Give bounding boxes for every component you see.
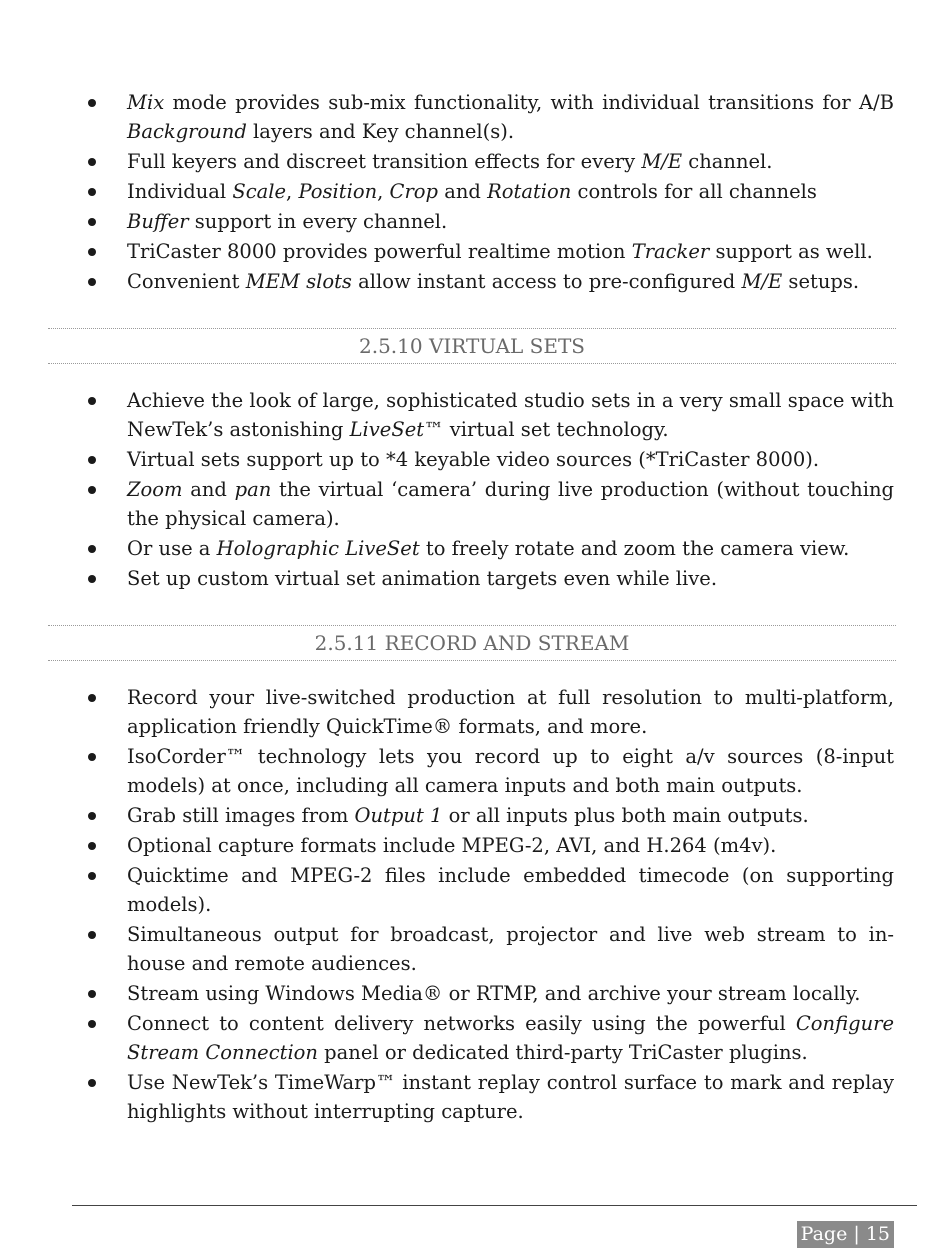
emphasis-text: Output 1 — [354, 804, 443, 827]
bullet-text: Achieve the look of large, sophisticated studio sets in a very small space with NewTek’s astonishing — [127, 389, 894, 441]
bullet-text: Connect to content delivery networks easily using the powerful — [127, 1012, 796, 1035]
bullet-text: Simultaneous output for broadcast, projector and live web stream to in-house and remote audiences. — [127, 923, 894, 975]
bullet-item — [88, 831, 894, 860]
bullet-text: Optional capture formats include MPEG-2, AVI, and H.264 (m4v). — [127, 834, 777, 857]
bullet-item — [88, 237, 894, 266]
emphasis-text: Background — [127, 120, 247, 143]
bullet-text: support as well. — [709, 240, 873, 263]
bullet-text: , — [286, 180, 299, 203]
emphasis-text: Zoom — [127, 478, 183, 501]
bullet-text: allow instant access to pre-configured — [351, 270, 742, 293]
bullet-dot-icon — [88, 694, 96, 702]
page-number-label: Page | 15 — [797, 1221, 894, 1248]
bullet-text: panel or dedicated third-party TriCaster plugins. — [317, 1041, 808, 1064]
emphasis-text: Scale — [232, 180, 287, 203]
bullet-text: , — [377, 180, 390, 203]
bullet-dot-icon — [88, 158, 96, 166]
bullet-dot-icon — [88, 188, 96, 196]
bullet-text: Grab still images from — [127, 804, 355, 827]
bullet-dot-icon — [88, 545, 96, 553]
bullet-dot-icon — [88, 872, 96, 880]
bullet-dot-icon — [88, 397, 96, 405]
bullet-text: setups. — [782, 270, 860, 293]
bullet-text: Full keyers and discreet transition effects for every — [127, 150, 642, 173]
bullet-text: to freely rotate and zoom the camera view. — [419, 537, 850, 560]
bullet-text: support in every channel. — [188, 210, 448, 233]
bullet-item — [88, 386, 894, 444]
bullet-text: and — [182, 478, 235, 501]
bullet-item — [88, 564, 894, 593]
bullet-text: Record your live-switched production at full resolution to multi-platform, application friendly QuickTime® formats, and more. — [127, 686, 894, 738]
bullet-dot-icon — [88, 842, 96, 850]
bullet-text: controls for all channels — [571, 180, 817, 203]
bullet-text: Virtual sets support up to *4 keyable video sources (*TriCaster 8000). — [127, 448, 820, 471]
bullet-dot-icon — [88, 218, 96, 226]
record-stream-bullet-list — [88, 683, 894, 1127]
emphasis-text: Crop — [389, 180, 438, 203]
bullet-text: or all inputs plus both main outputs. — [442, 804, 809, 827]
emphasis-text: Tracker — [631, 240, 710, 263]
bullet-text: layers and Key channel(s). — [246, 120, 515, 143]
bullet-item — [88, 742, 894, 800]
bullet-item — [88, 861, 894, 919]
bullet-item — [88, 534, 894, 563]
section-heading-record-stream: 2.5.11 RECORD AND STREAM — [48, 625, 896, 661]
bullet-item — [88, 1009, 894, 1067]
bullet-dot-icon — [88, 99, 96, 107]
emphasis-text: M/E — [641, 150, 683, 173]
bullet-item — [88, 1068, 894, 1126]
bullet-dot-icon — [88, 486, 96, 494]
emphasis-text: Position — [298, 180, 378, 203]
bullet-dot-icon — [88, 990, 96, 998]
bullet-text: TriCaster 8000 provides powerful realtime motion — [127, 240, 632, 263]
bullet-dot-icon — [88, 812, 96, 820]
bullet-item — [88, 147, 894, 176]
bullet-text: Stream using Windows Media® or RTMP, and archive your stream locally. — [127, 982, 861, 1005]
bullet-item — [88, 267, 894, 296]
emphasis-text: M/E — [741, 270, 783, 293]
bullet-text: Quicktime and MPEG-2 files include embedded timecode (on supporting models). — [127, 864, 894, 916]
bullet-text: IsoCorder™ technology lets you record up to eight a/v sources (8-input models) at once, including all camera inputs and both main outputs. — [127, 745, 894, 797]
bullet-dot-icon — [88, 1079, 96, 1087]
emphasis-text: Buffer — [127, 210, 189, 233]
bullet-text: Individual — [127, 180, 233, 203]
bullet-item — [88, 979, 894, 1008]
virtual-sets-bullet-list — [88, 386, 894, 594]
emphasis-text: Configure Stream Connection — [127, 1012, 894, 1064]
bullet-item — [88, 683, 894, 741]
bullet-dot-icon — [88, 1020, 96, 1028]
bullet-item — [88, 177, 894, 206]
bullet-text: mode provides sub-mix functionality, with individual transitions for A/B — [164, 91, 894, 114]
emphasis-text: Holographic LiveSet — [216, 537, 420, 560]
bullet-item — [88, 475, 894, 533]
bullet-dot-icon — [88, 753, 96, 761]
bullet-text: ™ virtual set technology. — [424, 418, 669, 441]
emphasis-text: Mix — [127, 91, 165, 114]
emphasis-text: MEM slots — [245, 270, 352, 293]
bullet-dot-icon — [88, 456, 96, 464]
footer-divider — [72, 1205, 917, 1206]
intro-bullet-list — [88, 88, 894, 297]
bullet-text: Convenient — [127, 270, 246, 293]
bullet-text: channel. — [682, 150, 773, 173]
emphasis-text: LiveSet — [349, 418, 425, 441]
bullet-item — [88, 88, 894, 146]
bullet-dot-icon — [88, 248, 96, 256]
emphasis-text: pan — [234, 478, 272, 501]
bullet-dot-icon — [88, 575, 96, 583]
bullet-item — [88, 445, 894, 474]
bullet-text: Set up custom virtual set animation targets even while live. — [127, 567, 718, 590]
bullet-item — [88, 207, 894, 236]
bullet-text: and — [438, 180, 488, 203]
bullet-text: Use NewTek’s TimeWarp™ instant replay control surface to mark and replay highlights without interrupting capture. — [127, 1071, 894, 1123]
emphasis-text: Rotation — [487, 180, 572, 203]
bullet-dot-icon — [88, 931, 96, 939]
bullet-text: the virtual ‘camera’ during live production (without touching the physical camera). — [127, 478, 894, 530]
bullet-text: Or use a — [127, 537, 217, 560]
bullet-dot-icon — [88, 278, 96, 286]
section-heading-virtual-sets: 2.5.10 VIRTUAL SETS — [48, 328, 896, 364]
bullet-item — [88, 801, 894, 830]
bullet-item — [88, 920, 894, 978]
